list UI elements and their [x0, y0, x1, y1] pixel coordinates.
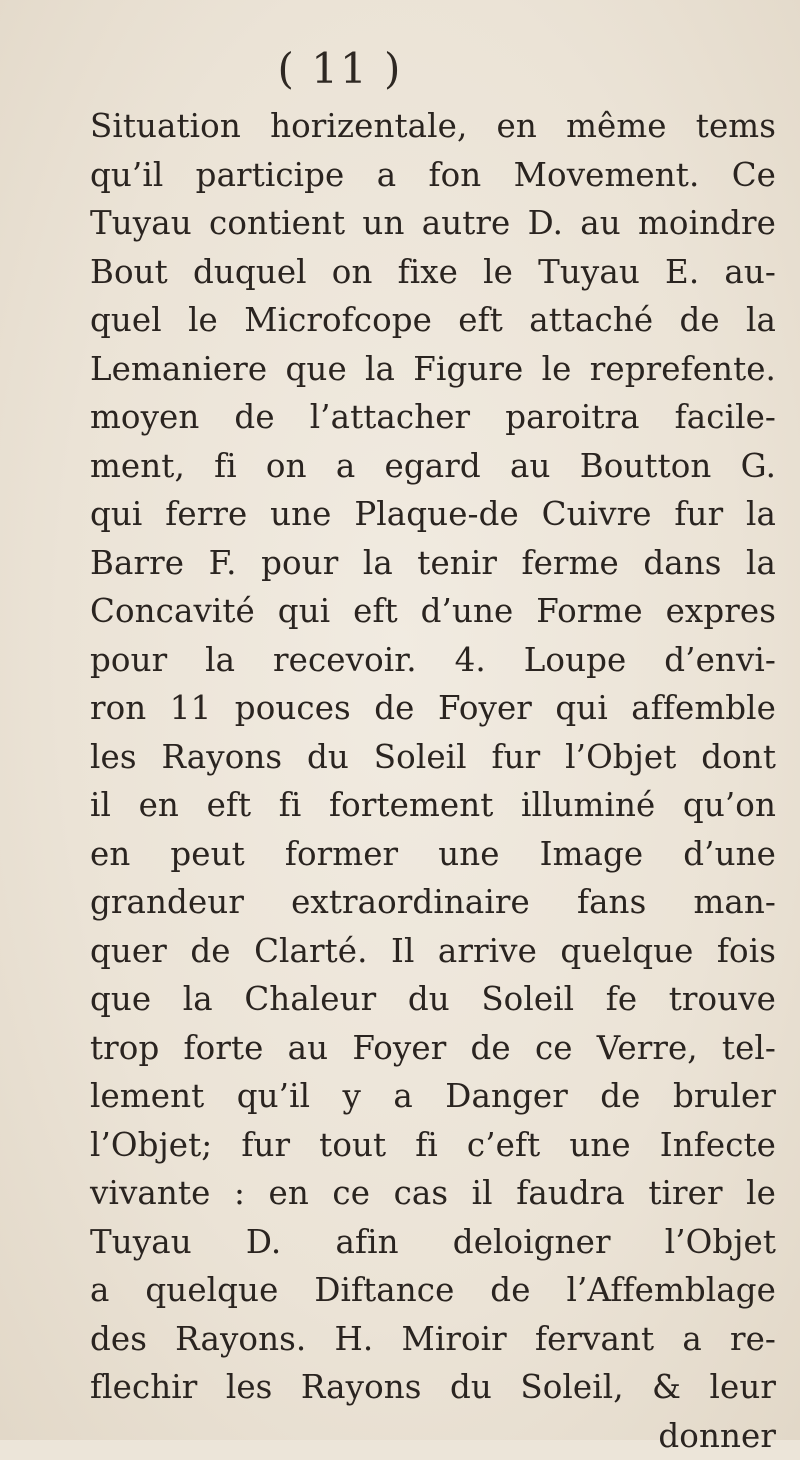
text-line: Tuyau D. afin deloigner l’Objet — [90, 1218, 776, 1267]
catchword: donner — [90, 1412, 776, 1460]
text-line: quel le Microfcope eft attaché de la — [90, 296, 776, 345]
text-line: des Rayons. H. Miroir fervant a re- — [90, 1315, 776, 1364]
text-line: flechir les Rayons du Soleil, & leur — [90, 1363, 776, 1412]
text-line: qui ferre une Plaque-de Cuivre fur la — [90, 490, 776, 539]
text-line: les Rayons du Soleil fur l’Objet dont — [90, 733, 776, 782]
text-line: en peut former une Image d’une — [90, 830, 776, 879]
text-line: vivante : en ce cas il faudra tirer le — [90, 1169, 776, 1218]
text-line: moyen de l’attacher paroitra facile- — [90, 393, 776, 442]
text-line: Concavité qui eft d’une Forme expres — [90, 587, 776, 636]
text-line: a quelque Diftance de l’Affemblage — [90, 1266, 776, 1315]
text-line: Lemaniere que la Figure le reprefente. — [90, 345, 776, 394]
text-line: quer de Clarté. Il arrive quelque fois — [90, 927, 776, 976]
text-line: grandeur extraordinaire fans man- — [90, 878, 776, 927]
page-number: ( 11 ) — [0, 44, 680, 93]
text-line: Bout duquel on fixe le Tuyau E. au- — [90, 248, 776, 297]
text-line: il en eft fi fortement illuminé qu’on — [90, 781, 776, 830]
text-line: qu’il participe a fon Movement. Ce — [90, 151, 776, 200]
text-line: ment, fi on a egard au Boutton G. — [90, 442, 776, 491]
text-line: Barre F. pour la tenir ferme dans la — [90, 539, 776, 588]
text-line: Tuyau contient un autre D. au moindre — [90, 199, 776, 248]
text-line: Situation horizentale, en même tems — [90, 102, 776, 151]
text-line: que la Chaleur du Soleil fe trouve — [90, 975, 776, 1024]
text-line: l’Objet; fur tout fi c’eft une Infecte — [90, 1121, 776, 1170]
text-line: ron 11 pouces de Foyer qui affemble — [90, 684, 776, 733]
text-line: lement qu’il y a Danger de bruler — [90, 1072, 776, 1121]
body-text — [90, 102, 776, 1460]
text-line: trop forte au Foyer de ce Verre, tel- — [90, 1024, 776, 1073]
text-line: pour la recevoir. 4. Loupe d’envi- — [90, 636, 776, 685]
